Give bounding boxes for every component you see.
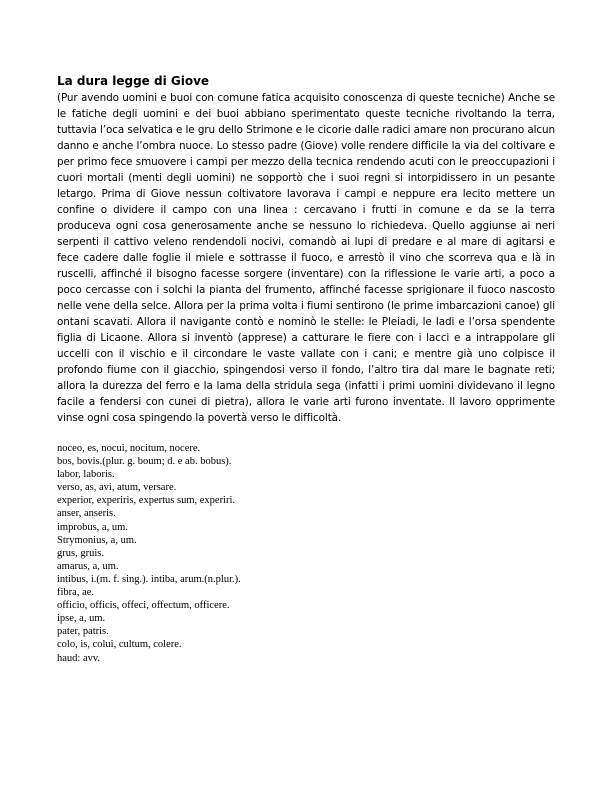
vocabulary-item: verso, as, avi, atum, versare. <box>57 482 177 494</box>
vocabulary-item: haud: avv. <box>57 652 101 664</box>
vocabulary-item: grus, gruis. <box>57 547 104 559</box>
vocabulary-item: labor, laboris. <box>57 469 115 481</box>
document-title: La dura legge di Giove <box>57 74 210 88</box>
vocabulary-item: officio, officis, offeci, offectum, officere. <box>57 600 230 612</box>
vocabulary-item: ipse, a, um. <box>57 613 106 625</box>
vocabulary-item: experior, experiris, expertus sum, experiri. <box>57 495 236 507</box>
vocabulary-item: improbus, a, um. <box>57 521 128 533</box>
vocabulary-item: Strymonius, a, um. <box>57 534 137 546</box>
vocabulary-item: anser, anseris. <box>57 508 116 520</box>
vocabulary-item: intibus, i.(m. f. sing.). intiba, arum.(n.plur.). <box>57 573 241 585</box>
vocabulary-item: amarus, a, um. <box>57 560 119 572</box>
vocabulary-item: bos, bovis.(plur. g. boum; d. e ab. bobus). <box>57 456 232 468</box>
translation-paragraph: (Pur avendo uomini e buoi con comune fatica acquisito conoscenza di queste tecniche) Anche se le fatiche degli uomini e dei buoi abbiano sperimentato queste tecniche rivoltando la terra, tuttavia l’oca selvatica e le gru dello Strimone e le cicorie dalle radici amare non procurano alcun danno e anche l’ombra nuoce. Lo stesso padre (Giove) volle rendere difficile la via del coltivare e per primo fece smuovere i campi per mezzo della tecnica rendendo acuti con le preoccupazioni i cuori mortali (menti degli uomini) ne sopportò che i suoi regni si intorpidissero in un pesante letargo. Prima di Giove nessun coltivatore lavorava i campi e neppure era lecito mettere un confine o dividere il campo con una linea : cercavano i frutti in comune e da se la terra produceva ogni cosa generosamente anche se nessuno lo richiedeva. Quello aggiunse ai neri serpenti il cattivo veleno rendendoli nocivi, comandò ai lupi di predare e al mare di agitarsi e fece cadere dalle foglie il miele e sottrasse il fuoco, e arrestò il vino che scorreva qua e là in ruscelli, affinché il bisogno facesse sorgere (inventare) con la riflessione le varie arti, a poco a poco cercasse con i solchi la pianta del frumento, affinché facesse sprigionare il fuoco nascosto nelle vene della selce. Allora per la prima volta i fiumi sentirono (le prime imbarcazioni canoe) gli ontani scavati. Allora il navigante contò e nominò le stelle: le Pleiadi, le Iadi e l’orsa spendente figlia di Licaone. Allora si inventò (apprese) a catturare le fiere con i lacci e a intrappolare gli uccelli con il vischio e il circondare le vaste vallate con i cani; e mentre già uno colpisce il profondo fiume con il giacchio, spingendosi verso il fondo, l’altro tira dal mare le bagnate reti; allora la durezza del ferro e la lama della stridula sega (infatti i primi uomini dividevano il legno facile a fendersi con cunei di pietra), allora le varie arti furono inventate. Il lavoro opprimente vinse ogni cosa spingendo la povertà verso le difficoltà. <box>57 92 555 424</box>
document-page <box>57 73 555 665</box>
vocabulary-item: pater, patris. <box>57 626 109 638</box>
vocabulary-item: fibra, ae. <box>57 587 95 599</box>
vocabulary-list <box>57 442 555 665</box>
vocabulary-item: noceo, es, nocui, nocitum, nocere. <box>57 443 201 454</box>
vocabulary-item: colo, is, colui, cultum, colere. <box>57 639 182 651</box>
